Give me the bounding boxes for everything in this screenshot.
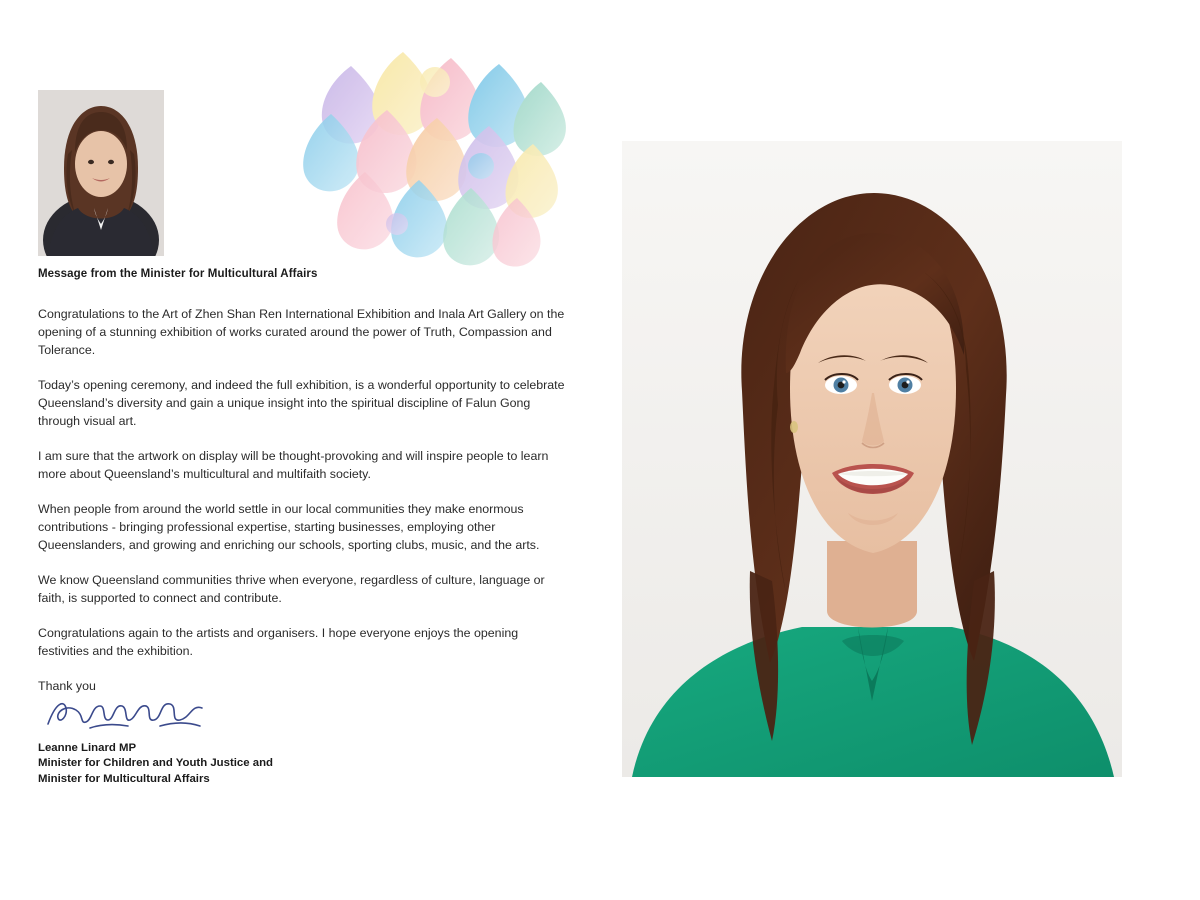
minister-portrait-large: [622, 141, 1122, 777]
letter-paragraph: Congratulations to the Art of Zhen Shan Ren International Exhibition and Inala Art Gallery on the opening of a stunning exhibition of works curated around the power of Truth, Compassion and Tolerance.: [38, 307, 565, 357]
letter-closing: Thank you: [38, 678, 96, 693]
page-title: Message from the Minister for Multicultural Affairs: [38, 268, 318, 280]
signature-block: [38, 741, 458, 787]
letter-paragraph: Today’s opening ceremony, and indeed the full exhibition, is a wonderful opportunity to celebrate Queensland’s diversity and gain a unique insight into the spiritual discipline of Falun Gong through visual art.: [38, 377, 565, 428]
signatory-title-line-2: Minister for Multicultural Affairs: [38, 772, 210, 785]
signature-image: [42, 694, 212, 736]
decorative-watercolour-droplets-image: [285, 48, 605, 278]
letter-paragraph: When people from around the world settle in our local communities they make enormous contributions - bringing professional expertise, starting businesses, employing other Queenslanders, and growing and enriching our schools, sporting clubs, music, and the arts.: [38, 501, 540, 552]
letter-body: [38, 306, 566, 713]
letter-paragraph: We know Queensland communities thrive when everyone, regardless of culture, language or faith, is supported to connect and contribute.: [38, 572, 545, 605]
signatory-title-line-1: Minister for Children and Youth Justice and: [38, 757, 274, 770]
letter-paragraph: Congratulations again to the artists and organisers. I hope everyone enjoys the opening festivities and the exhibition.: [38, 625, 519, 658]
letter-paragraph: I am sure that the artwork on display will be thought-provoking and will inspire people to learn more about Queensland’s multicultural and multifaith society.: [38, 448, 549, 481]
minister-portrait-small: [38, 90, 164, 256]
signatory-name: Leanne Linard MP: [38, 742, 137, 754]
